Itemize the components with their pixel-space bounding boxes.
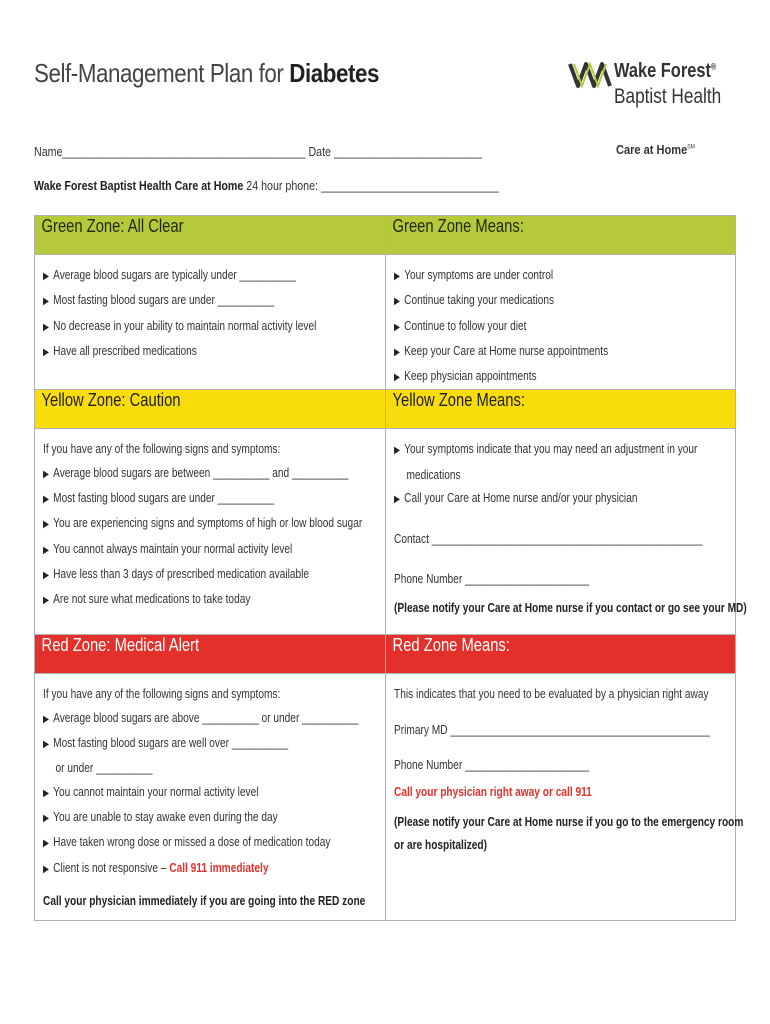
list-item: ▶ Have less than 3 days of prescribed medication available — [43, 562, 376, 587]
name-date-line: Name_________________________________________ Date _________________________ — [34, 144, 483, 159]
list-item: ▶ You cannot always maintain your normal activity level — [43, 537, 376, 562]
green-zone-means-title: Green Zone Means: — [392, 216, 524, 236]
bullet-arrow-icon: ▶ — [43, 519, 50, 531]
yellow-zone-header-row — [35, 390, 736, 429]
notify-note: (Please notify your Care at Home nurse if you contact or go see your MD) — [394, 599, 747, 615]
call-911-alert: Call 911 immediately — [169, 859, 269, 875]
phone-number-field: Phone Number ______________________ — [394, 757, 590, 773]
bullet-arrow-icon: ▶ — [394, 445, 401, 457]
bullet-arrow-icon: ▶ — [394, 321, 401, 333]
list-item: ▶ Have all prescribed medications — [43, 339, 376, 364]
primary-md-field: Primary MD ______________________________________________ — [394, 721, 710, 737]
list-item: ▶ Continue taking your medications — [394, 288, 726, 313]
page-title: Self-Management Plan for Diabetes — [34, 58, 380, 88]
bullet-arrow-icon: ▶ — [43, 544, 50, 556]
green-zone-body-row — [35, 255, 736, 390]
care-at-home-label: Care at Home℠ — [616, 142, 695, 157]
logo-line1: Wake Forest® — [614, 60, 717, 82]
list-item: ▶ Are not sure what medications to take today — [43, 587, 376, 612]
yellow-zone-body-row — [35, 429, 736, 635]
red-zone-body-row — [35, 674, 736, 921]
list-item: ▶ Average blood sugars are above __________ or under __________ — [43, 706, 376, 731]
spacer — [394, 551, 726, 567]
list-item: ▶ Call your Care at Home nurse and/or your physician — [394, 486, 726, 511]
red-zone-means-list — [394, 682, 744, 856]
list-item: ▶ No decrease in your ability to maintain normal activity level — [43, 314, 376, 339]
list-item: ▶ Keep physician appointments — [394, 364, 726, 389]
bullet-arrow-icon: ▶ — [43, 346, 50, 358]
list-item: ▶ Keep your Care at Home nurse appointments — [394, 339, 726, 364]
logo-line2: Baptist Health — [614, 85, 722, 108]
list-item: ▶ Continue to follow your diet — [394, 314, 726, 339]
notify-note-line1: (Please notify your Care at Home nurse if you go to the emergency room — [394, 813, 744, 829]
spacer — [394, 511, 726, 527]
list-item: ▶ You are unable to stay awake even during the day — [43, 805, 376, 830]
bullet-arrow-icon: ▶ — [43, 271, 50, 282]
list-item: ▶ Client is not responsive – Call 911 immediately — [43, 856, 376, 881]
logo-mark-icon — [568, 60, 612, 90]
bullet-arrow-icon: ▶ — [43, 787, 50, 799]
bullet-arrow-icon: ▶ — [43, 296, 50, 308]
bullet-arrow-icon: ▶ — [394, 494, 401, 506]
list-item: ▶ Most fasting blood sugars are well over __________ — [43, 731, 376, 756]
yellow-zone-title: Yellow Zone: Caution — [41, 390, 181, 411]
list-item: ▶ Most fasting blood sugars are under __________ — [43, 288, 376, 313]
red-zone-list — [43, 682, 376, 912]
bullet-arrow-icon: ▶ — [43, 494, 50, 506]
bullet-arrow-icon: ▶ — [394, 346, 401, 358]
bullet-arrow-icon: ▶ — [43, 321, 50, 333]
red-zone-title: Red Zone: Medical Alert — [41, 635, 200, 656]
bullet-arrow-icon: ▶ — [43, 838, 50, 850]
bullet-arrow-icon: ▶ — [43, 569, 50, 581]
list-item: ▶ Your symptoms indicate that you may need an adjustment in your — [394, 437, 726, 462]
zones-table — [34, 215, 747, 921]
list-item: ▶ Your symptoms are under control — [394, 263, 726, 288]
list-item: ▶ Average blood sugars are between __________ and __________ — [43, 461, 376, 486]
list-item-continuation: or under __________ — [55, 760, 153, 776]
contact-field: Contact ________________________________________________ — [394, 531, 703, 547]
list-item: ▶ You are experiencing signs and symptoms of high or low blood sugar — [43, 511, 376, 536]
yellow-zone-list — [43, 437, 376, 612]
green-zone-header-row — [35, 216, 736, 255]
bullet-arrow-icon: ▶ — [43, 812, 50, 824]
intro-text: This indicates that you need to be evaluated by a physician right away — [394, 686, 709, 702]
spacer — [394, 741, 726, 753]
phone-number-field: Phone Number ______________________ — [394, 570, 590, 586]
intro-text: If you have any of the following signs and symptoms: — [43, 441, 281, 457]
list-item: ▶ Have taken wrong dose or missed a dose of medication today — [43, 830, 376, 855]
yellow-zone-means-title: Yellow Zone Means: — [392, 390, 525, 411]
list-item: ▶ Most fasting blood sugars are under __________ — [43, 486, 376, 511]
wake-forest-logo — [568, 58, 728, 118]
red-zone-means-title: Red Zone Means: — [392, 635, 510, 656]
bullet-arrow-icon: ▶ — [43, 468, 50, 480]
call-911-instruction: Call your physician right away or call 911 — [394, 784, 592, 800]
list-item: ▶ Average blood sugars are typically under __________ — [43, 263, 376, 288]
green-zone-means-list — [394, 263, 726, 389]
list-item-continuation: medications — [406, 466, 461, 482]
red-zone-header-row — [35, 635, 736, 674]
bullet-arrow-icon: ▶ — [394, 372, 401, 384]
bullet-arrow-icon: ▶ — [43, 713, 50, 725]
list-item: ▶ You cannot maintain your normal activity level — [43, 780, 376, 805]
yellow-zone-means-list — [394, 437, 747, 619]
bullet-arrow-icon: ▶ — [394, 271, 401, 282]
bullet-arrow-icon: ▶ — [394, 296, 401, 308]
green-zone-list — [43, 263, 376, 364]
phone-line: Wake Forest Baptist Health Care at Home 24 hour phone: ______________________________ — [34, 178, 499, 193]
intro-text: If you have any of the following signs and symptoms: — [43, 686, 281, 702]
bullet-arrow-icon: ▶ — [43, 595, 50, 607]
bullet-arrow-icon: ▶ — [43, 739, 50, 751]
red-zone-footer: Call your physician immediately if you are going into the RED zone — [43, 892, 366, 908]
green-zone-title: Green Zone: All Clear — [41, 216, 184, 236]
spacer — [394, 706, 726, 718]
bullet-arrow-icon: ▶ — [43, 863, 50, 875]
notify-note-line2: or are hospitalized) — [394, 836, 487, 852]
